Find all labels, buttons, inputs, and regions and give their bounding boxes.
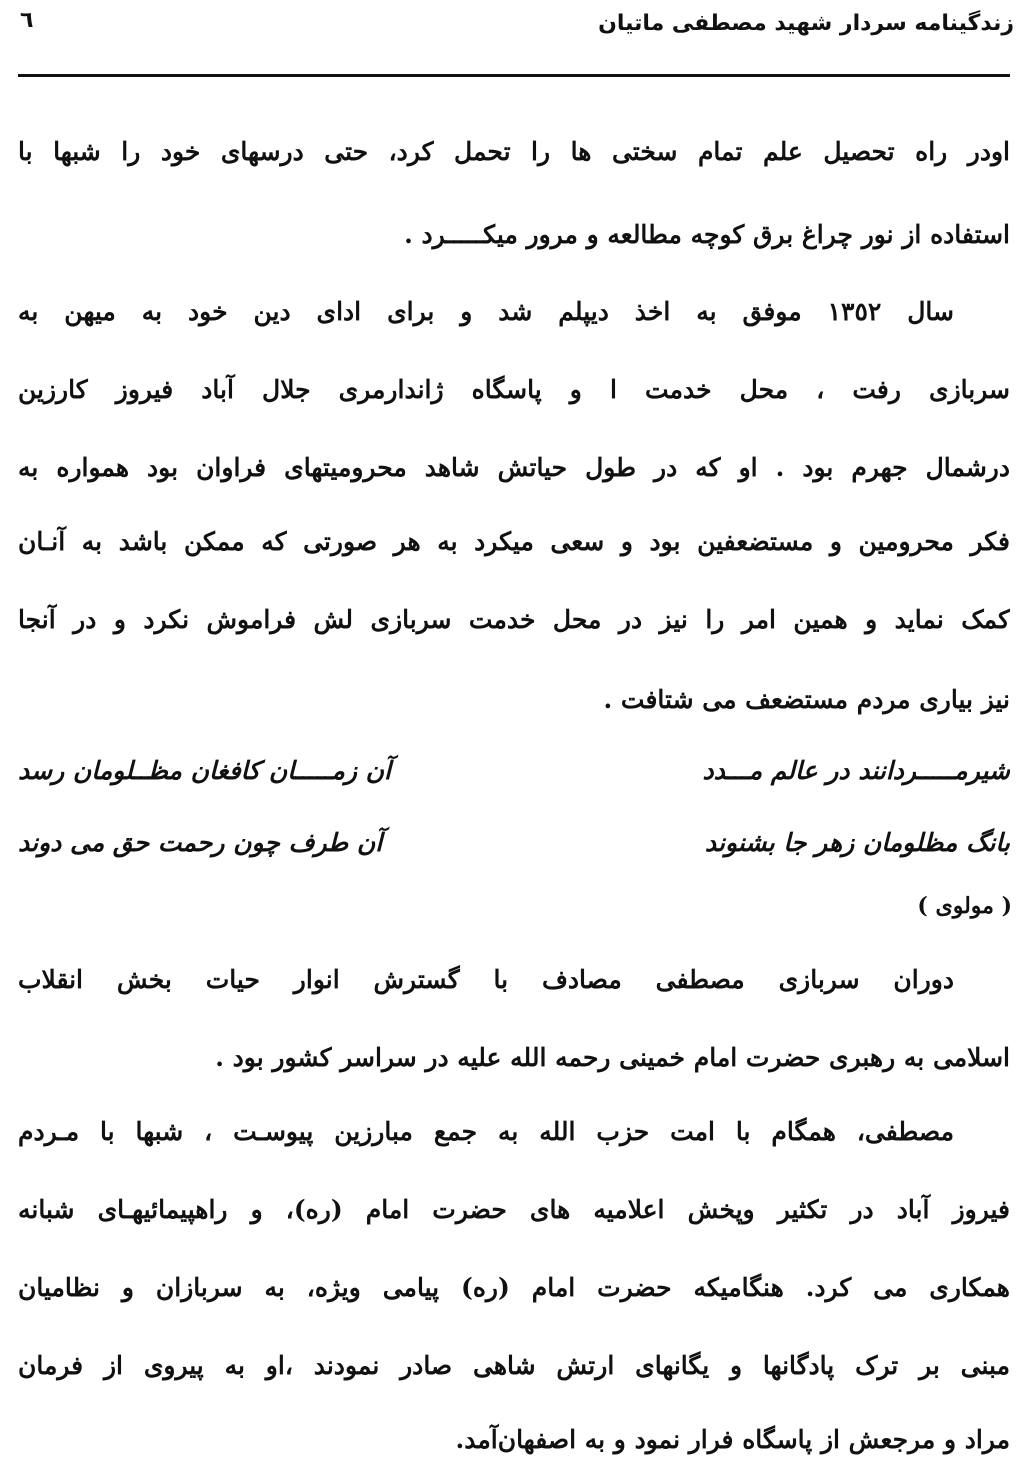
paragraph-1-line-2: استفاده از نور چراغ برق کوچه مطالعه و مرور میکـــــرد .	[404, 220, 1010, 249]
paragraph-4-line-5: مراد و مرجعش از پاسگاه فرار نمود و به اصفهان‌آمد.	[455, 1425, 1010, 1454]
running-header-title: زندگینامه سردار شهید مصطفی ماتیان	[598, 11, 1014, 36]
poem-couplet-2-second-hemistich: آن طرف چون رحمت حق می دوند	[18, 828, 383, 857]
poem-attribution: ( مولوی )	[917, 893, 1012, 919]
poem-couplet-1-second-hemistich: آن زمـــــان کافغان مظــلومان رسد	[18, 756, 391, 785]
paragraph-3-line-1: دوران سربازی مصطفی مصادف با گسترش انوار حیات بخش انقلاب	[18, 965, 954, 994]
poem-couplet-1-first-hemistich: شیرمـــــردانند در عالم مـــدد	[702, 756, 1010, 785]
paragraph-2-line-1: سال ١٣٥٢ موفق به اخذ دیپلم شد و برای ادای دین خود به میهن به	[18, 297, 954, 326]
paragraph-2-line-6: نیز بیاری مردم مستضعف می شتافت .	[603, 685, 1010, 714]
page-number: ٦	[20, 8, 34, 33]
paragraph-4-line-1: مصطفی، همگام با امت حزب الله به جمع مبارزین پیوسـت ، شبها با مـردم	[18, 1117, 954, 1146]
paragraph-2-line-2: سربازی رفت ، محل خدمت ا و پاسگاه ژاندارمری جلال آباد فیروز کارزین	[18, 375, 1010, 404]
paragraph-4-line-4: مبنی بر ترک پادگانها و یگانهای ارتش شاهی صادر نمودند ،او به پیروی از فرمان	[18, 1351, 1010, 1380]
paragraph-4-line-3: همکاری می کرد. هنگامیکه حضرت امام (ره) پیامی ویژه، به سربازان و نظامیان	[18, 1273, 1010, 1302]
header-divider	[18, 74, 1010, 77]
paragraph-3-line-2: اسلامی به رهبری حضرت امام خمینی رحمه الله علیه در سراسر کشور بود .	[215, 1043, 1010, 1072]
paragraph-2-line-3: درشمال جهرم بود . او که در طول حیاتش شاهد محرومیتهای فراوان بود همواره به	[18, 453, 1010, 482]
paragraph-4-line-2: فیروز آباد در تکثیر وپخش اعلامیه های حضرت امام (ره)، و راهپیمائیهـای شبانه	[18, 1195, 1010, 1224]
poem-couplet-2-first-hemistich: بانگ مظلومان زهر جا بشنوند	[704, 828, 1010, 857]
paragraph-2-line-5: کمک نماید و همین امر را نیز در محل خدمت سربازی لش فراموش نکرد و در آنجا	[18, 605, 1010, 634]
paragraph-2-line-4: فکر محرومین و مستضعفین بود و سعی میکرد به هر صورتی که ممکن باشد به آنـان	[18, 527, 1010, 556]
paragraph-1-line-1: اودر راه تحصیل علم تمام سختی ها را تحمل کرد، حتی درسهای خود را شبها با	[18, 137, 1010, 166]
